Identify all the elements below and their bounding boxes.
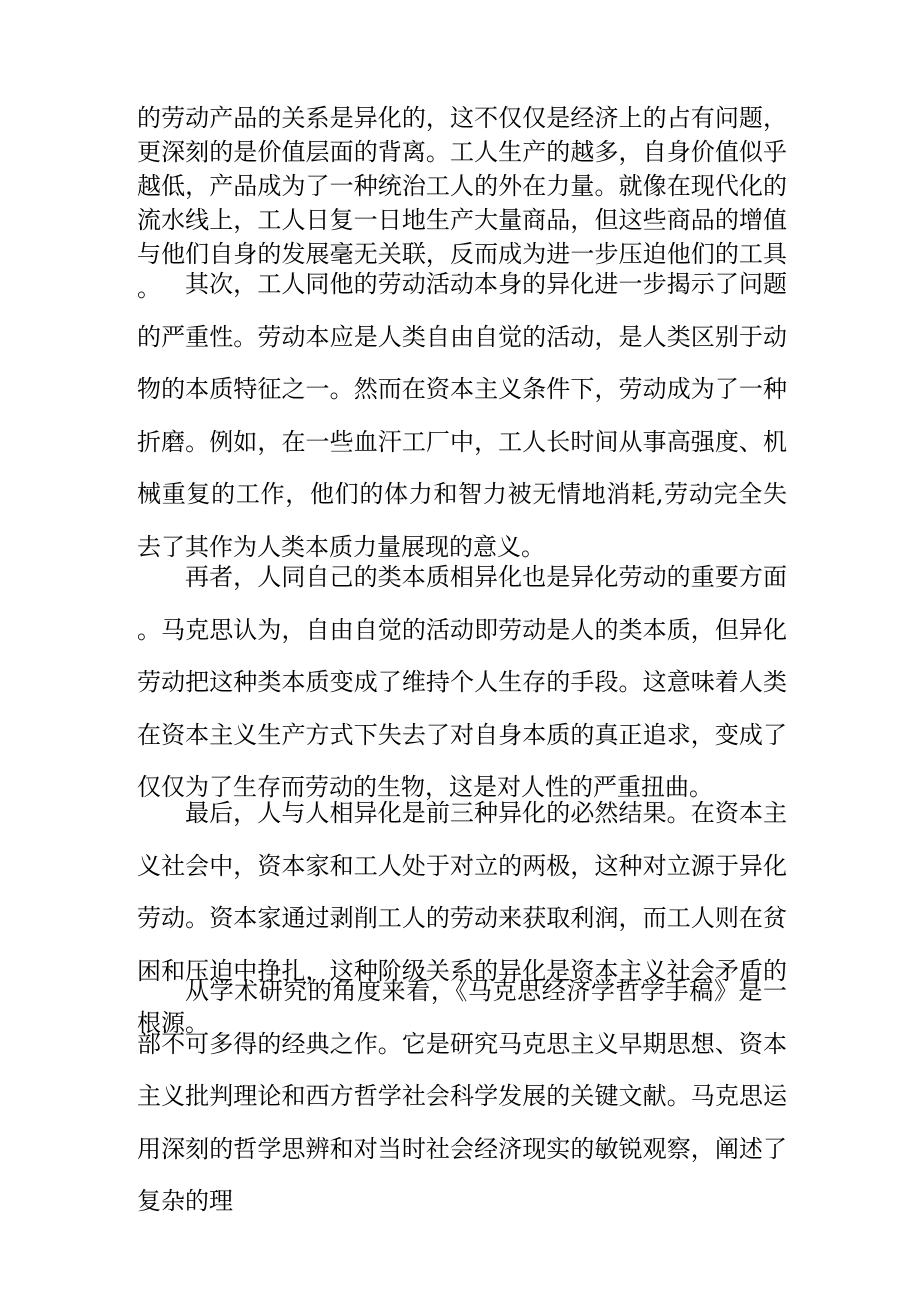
paragraph-second-alienation: 其次，工人同他的劳动活动本身的异化进一步揭示了问题的严重性。劳动本应是人类自由自觉的活动，是人类区别于动物的本质特征之一。然而在资本主义条件下，劳动成为了一种折磨。例如，在一些血汗工厂中，工人长时间从事高强度、机械重复的工作，他们的体力和智力被无情地消耗,劳动完全失去了其作为人类本质力量展现的意义。 xyxy=(137,270,787,561)
paragraph-continuation: 的劳动产品的关系是异化的，这不仅仅是经济上的占有问题，更深刻的是价值层面的背离。工人生产的越多，自身价值似乎越低，产品成为了一种统治工人的外在力量。就像在现代化的流水线上，工人日复一日地生产大量商品，但这些商品的增值与他们自身的发展毫无关联，反而成为进一步压迫他们的工具。 xyxy=(137,104,787,302)
paragraph-fourth-alienation: 最后，人与人相异化是前三种异化的必然结果。在资本主义社会中，资本家和工人处于对立的两极，这种对立源于异化劳动。资本家通过剥削工人的劳动来获取利润，而工人则在贫困和压迫中挣扎，这种阶级关系的异化是资本主义社会矛盾的根源。 xyxy=(137,799,787,1037)
paragraph-third-alienation: 再者，人同自己的类本质相异化也是异化劳动的重要方面。马克思认为，自由自觉的活动即劳动是人的类本质，但异化劳动把这种类本质变成了维持个人生存的手段。这意味着人类在资本主义生产方式下失去了对自身本质的真正追求，变成了仅仅为了生存而劳动的生物，这是对人性的严重扭曲。 xyxy=(137,563,787,801)
paragraph-academic-significance: 从学术研究的角度来看，《马克思经济学哲学手稿》是一部不可多得的经典之作。它是研究马克思主义早期思想、资本主义批判理论和西方哲学社会科学发展的关键文献。马克思运用深刻的哲学思辨和对当时社会经济现实的敏锐观察，阐述了复杂的理 xyxy=(137,977,787,1215)
